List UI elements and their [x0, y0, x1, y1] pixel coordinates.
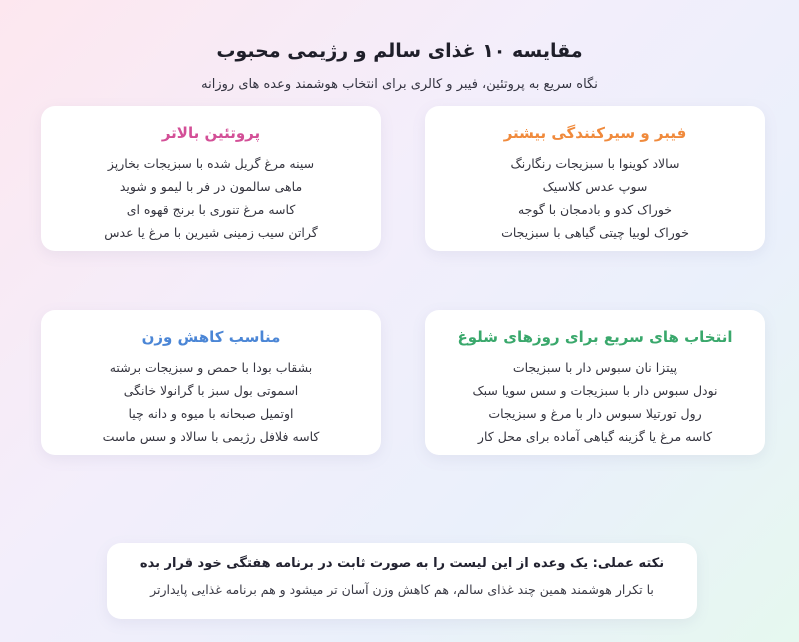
card-list: [425, 152, 765, 244]
list-item: سالاد کوینوا با سبزیجات رنگارنگ: [510, 156, 680, 171]
card-fiber-satiety: [425, 106, 765, 251]
list-item: سوپ عدس کلاسیک: [542, 179, 648, 194]
list-item: رول تورتیلا سبوس دار با مرغ و سبزیجات: [488, 406, 702, 421]
page-title: مقایسه ۱۰ غذای سالم و رژیمی محبوب: [216, 40, 583, 62]
card-heading: انتخاب های سریع برای روزهای شلوغ: [457, 328, 733, 346]
list-item: سینه مرغ گریل شده با سبزیجات بخارپز: [107, 156, 315, 171]
tip-heading: نکته عملی: یک وعده از این لیست را به صورت ثابت در برنامه هفتگی خود قرار بده: [139, 556, 665, 571]
card-heading: پروتئین بالاتر: [161, 124, 261, 142]
card-high-protein: [41, 106, 381, 251]
list-item: نودل سبوس دار با سبزیجات و سس سویا سبک: [472, 383, 718, 398]
page-subtitle: نگاه سریع به پروتئین، فیبر و کالری برای انتخاب هوشمند وعده های روزانه: [201, 77, 598, 92]
card-list: [41, 356, 381, 448]
list-item: کاسه فلافل رژیمی با سالاد و سس ماست: [102, 429, 320, 444]
card-list: [41, 152, 381, 244]
practical-tip-box: [107, 543, 697, 619]
list-item: اوتمیل صبحانه با میوه و دانه چیا: [128, 406, 294, 421]
list-item: خوراک کدو و بادمجان با گوجه: [517, 202, 673, 217]
card-weight-loss: [41, 310, 381, 455]
list-item: خوراک لوبیا چیتی گیاهی با سبزیجات: [501, 225, 689, 240]
list-item: بشقاب بودا با حمص و سبزیجات برشته: [109, 360, 313, 375]
card-quick-busy-days: [425, 310, 765, 455]
tip-body: با تکرار هوشمند همین چند غذای سالم، هم کاهش وزن آسان تر میشود و هم برنامه غذایی پایدارتر: [150, 582, 654, 597]
list-item: ماهی سالمون در فر با لیمو و شوید: [119, 179, 303, 194]
list-item: پیتزا نان سبوس دار با سبزیجات: [512, 360, 678, 375]
card-list: [425, 356, 765, 448]
list-item: کاسه مرغ یا گزینه گیاهی آماده برای محل کار: [477, 429, 713, 444]
card-heading: فیبر و سیرکنندگی بیشتر: [503, 124, 687, 142]
list-item: گراتن سیب زمینی شیرین با مرغ یا عدس: [104, 225, 318, 240]
card-heading: مناسب کاهش وزن: [141, 328, 281, 346]
list-item: اسموتی بول سبز با گرانولا خانگی: [123, 383, 299, 398]
list-item: کاسه مرغ تنوری با برنج قهوه ای: [126, 202, 296, 217]
